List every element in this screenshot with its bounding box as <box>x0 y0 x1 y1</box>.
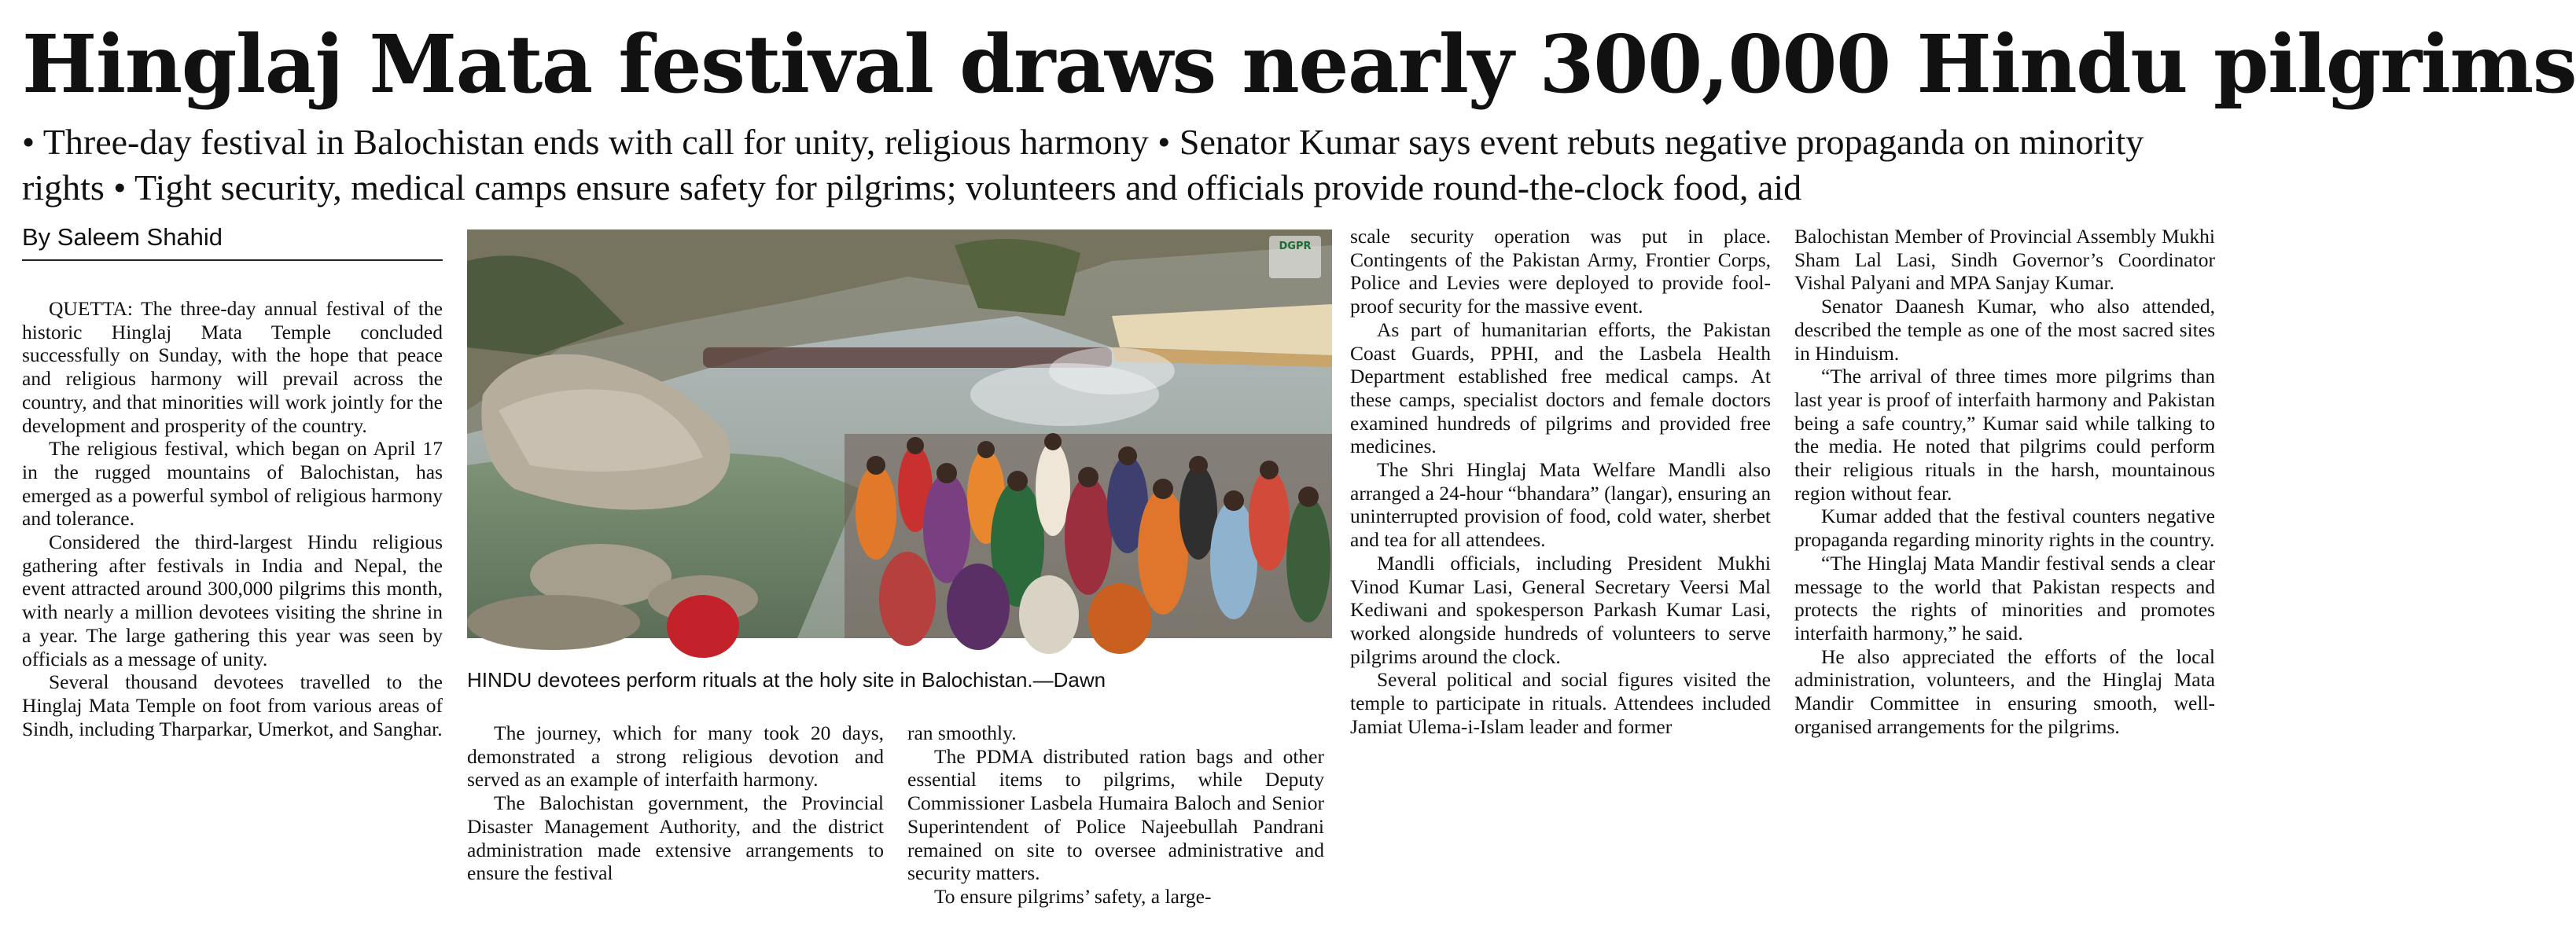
paragraph: The journey, which for many took 20 days, demonstrated a strong religious devotion and served as an example of interfaith harmony. <box>467 722 884 791</box>
news-photo <box>467 229 1332 638</box>
photo-illustration <box>467 229 1332 638</box>
article-column-3 <box>907 722 1324 942</box>
photo-caption: HINDU devotees perform rituals at the holy site in Balochistan.—Dawn <box>467 668 1106 692</box>
paragraph: The Shri Hinglaj Mata Welfare Mandli also arranged a 24-hour “bhandara” (langar), ensuring an uninterrupted provision of food, cold water, sherbet and tea for all attendees. <box>1350 458 1771 552</box>
paragraph: Mandli officials, including President Mukhi Vinod Kumar Lasi, General Secretary Veersi Mal Kediwani and spokesperson Parkash Kumar Lasi, worked alongside hundreds of volunteers to serve pilgrims around the clock. <box>1350 551 1771 668</box>
paragraph: Considered the third-largest Hindu religious gathering after festivals in India and Nepal, the event attracted around 300,000 pilgrims this month, with nearly a million devotees visiting the shrine in a year. The large gathering this year was seen by officials as a message of unity. <box>22 531 443 670</box>
paragraph: He also appreciated the efforts of the local administration, volunteers, and the Hinglaj Mata Mandir Committee in ensuring smooth, well-organised arrangements for the pilgrims. <box>1794 644 2215 738</box>
paragraph: Balochistan Member of Provincial Assembly Mukhi Sham Lal Lasi, Sindh Governor’s Coordinator Vishal Palyani and MPA Sanjay Kumar. <box>1794 225 2215 295</box>
paragraph: Kumar added that the festival counters negative propaganda regarding minority rights in the country. <box>1794 505 2215 552</box>
paragraph: QUETTA: The three-day annual festival of the historic Hinglaj Mata Temple concluded successfully on Sunday, with the hope that peace and religious harmony will prevail across the country, and that minorities will work jointly for the development and prosperity of the country. <box>22 297 443 437</box>
paragraph: The Balochistan government, the Provincial Disaster Management Authority, and the district administration made extensive arrangements to ensure the festival <box>467 791 884 885</box>
paragraph: Senator Daanesh Kumar, who also attended, described the temple as one of the most sacred sites in Hinduism. <box>1794 295 2215 365</box>
paragraph: Several thousand devotees travelled to the Hinglaj Mata Temple on foot from various areas of Sindh, including Tharparkar, Umerkot, and Sanghar. <box>22 670 443 740</box>
paragraph: ran smoothly. <box>907 722 1017 744</box>
paragraph: scale security operation was put in place. Contingents of the Pakistan Army, Frontier Corps, Police and Levies were deployed to provide fool-proof security for the massive event. <box>1350 225 1771 318</box>
article-column-4 <box>1350 225 1771 942</box>
paragraph: The PDMA distributed ration bags and other essential items to pilgrims, while Deputy Commissioner Lasbela Humaira Baloch and Senior Superintendent of Police Najeebullah Pandrani remained on site to oversee administrative and security matters. <box>907 744 1324 885</box>
subheadline-deck: • Three-day festival in Balochistan ends with call for unity, religious harmony • Senator Kumar says event rebuts negative propaganda on minority rights • Tight security, medical camps ensure safety for pilgrims; volunteers and officials provide round-the-clock food, aid <box>22 122 2144 207</box>
paragraph: “The arrival of three times more pilgrims than last year is proof of interfaith harmony and Pakistan being a safe country,” Kumar said while talking to the media. He noted that pilgrims could perform their religious rituals in the harsh, mountainous region without fear. <box>1794 365 2215 505</box>
article-column-1 <box>22 297 443 935</box>
paragraph: Several political and social figures visited the temple to participate in rituals. Attendees included Jamiat Ulema-i-Islam leader and former <box>1350 668 1771 738</box>
byline: By Saleem Shahid <box>22 222 443 261</box>
photo-watermark-logo: DGPR <box>1269 236 1321 278</box>
article-column-5 <box>1794 225 2215 942</box>
headline: Hinglaj Mata festival draws nearly 300,000 Hindu pilgrims <box>22 17 2576 111</box>
paragraph: To ensure pilgrims’ safety, a large- <box>934 884 1212 908</box>
paragraph: “The Hinglaj Mata Mandir festival sends a clear message to the world that Pakistan respects and protects the rights of minorities and promotes interfaith harmony,” he said. <box>1794 551 2215 644</box>
article-column-2 <box>467 722 884 942</box>
paragraph: The religious festival, which began on April 17 in the rugged mountains of Balochistan, has emerged as a powerful symbol of religious harmony and tolerance. <box>22 437 443 531</box>
paragraph: As part of humanitarian efforts, the Pakistan Coast Guards, PPHI, and the Lasbela Health Department established free medical camps. At these camps, specialist doctors and female doctors examined hundreds of pilgrims and provided free medicines. <box>1350 318 1771 458</box>
